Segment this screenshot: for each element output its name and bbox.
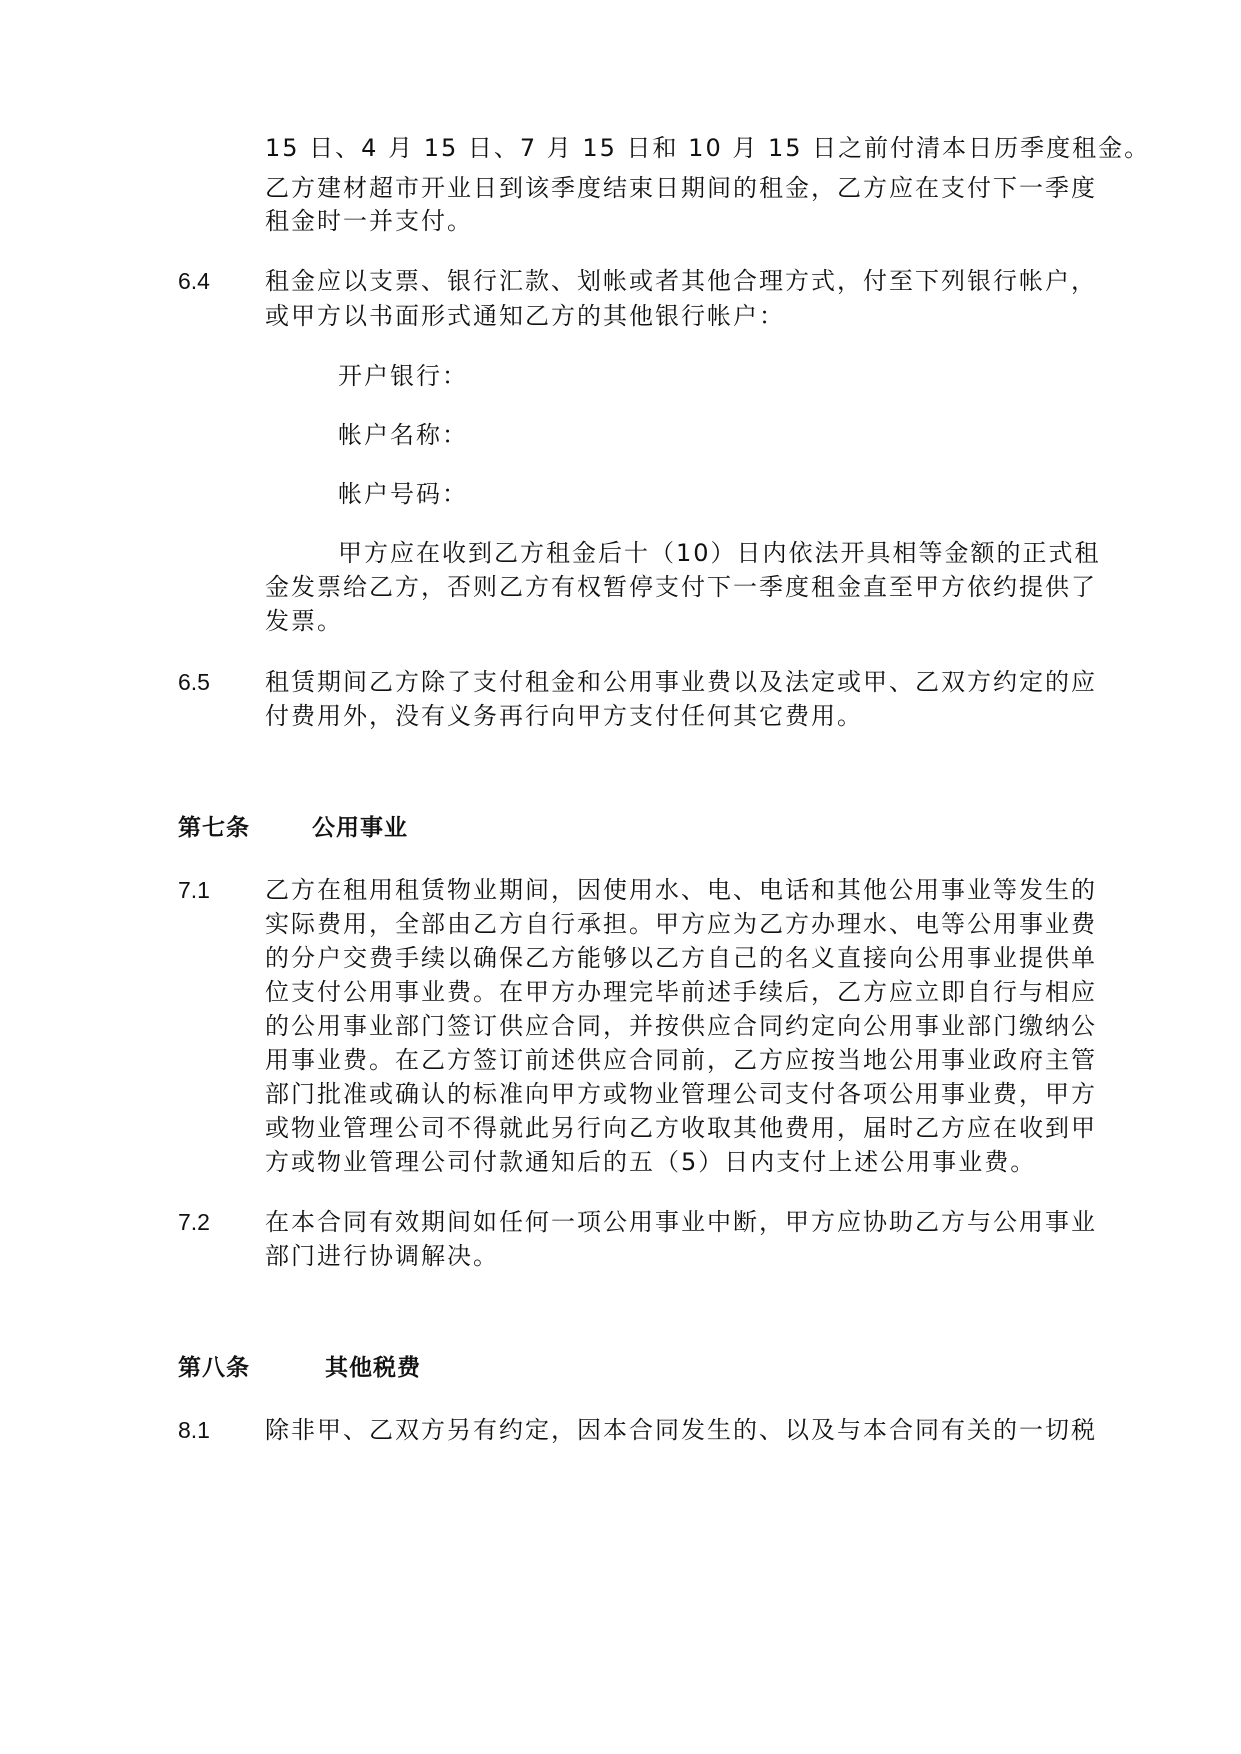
clause-number-6-5: 6.5 bbox=[178, 669, 210, 695]
clause-7-1-line: 部门批准或确认的标准向甲方或物业管理公司支付各项公用事业费，甲方 bbox=[265, 1080, 1097, 1108]
clause-7-1-line: 用事业费。在乙方签订前述供应合同前，乙方应按当地公用事业政府主管 bbox=[265, 1046, 1097, 1074]
clause-6-5-line: 付费用外，没有义务再行向甲方支付任何其它费用。 bbox=[265, 702, 863, 730]
invoice-line: 甲方应在收到乙方租金后十（10）日内依法开具相等金额的正式租 bbox=[338, 539, 1101, 567]
article-8-label: 第八条 bbox=[178, 1355, 250, 1381]
invoice-line: 发票。 bbox=[265, 607, 343, 635]
clause-7-1-line: 的分户交费手续以确保乙方能够以乙方自己的名义直接向公用事业提供单 bbox=[265, 944, 1097, 972]
intro-line: 乙方建材超市开业日到该季度结束日期间的租金，乙方应在支付下一季度 bbox=[265, 174, 1097, 202]
clause-8-1-line: 除非甲、乙双方另有约定，因本合同发生的、以及与本合同有关的一切税 bbox=[265, 1416, 1097, 1444]
clause-7-1-line: 位支付公用事业费。在甲方办理完毕前述手续后，乙方应立即自行与相应 bbox=[265, 978, 1097, 1006]
clause-6-4-line: 或甲方以书面形式通知乙方的其他银行帐户： bbox=[265, 302, 785, 330]
clause-7-1-line: 的公用事业部门签订供应合同，并按供应合同约定向公用事业部门缴纳公 bbox=[265, 1012, 1097, 1040]
clause-number-7-2: 7.2 bbox=[178, 1209, 210, 1235]
bank-field-bank: 开户银行： bbox=[338, 362, 468, 390]
intro-line: 15 日、4 月 15 日、7 月 15 日和 10 月 15 日之前付清本日历季度租金。 bbox=[265, 134, 1151, 162]
clause-number-8-1: 8.1 bbox=[178, 1417, 210, 1443]
bank-field-account-number: 帐户号码： bbox=[338, 480, 468, 508]
invoice-line: 金发票给乙方，否则乙方有权暂停支付下一季度租金直至甲方依约提供了 bbox=[265, 573, 1097, 601]
article-7-title: 公用事业 bbox=[312, 815, 408, 841]
article-7-label: 第七条 bbox=[178, 815, 250, 841]
clause-7-1-line: 方或物业管理公司付款通知后的五（5）日内支付上述公用事业费。 bbox=[265, 1148, 1037, 1176]
clause-7-1-line: 或物业管理公司不得就此另行向乙方收取其他费用，届时乙方应在收到甲 bbox=[265, 1114, 1097, 1142]
clause-number-7-1: 7.1 bbox=[178, 877, 210, 903]
clause-7-1-line: 实际费用，全部由乙方自行承担。甲方应为乙方办理水、电等公用事业费 bbox=[265, 910, 1097, 938]
article-8-title: 其他税费 bbox=[325, 1355, 421, 1381]
clause-number-6-4: 6.4 bbox=[178, 268, 210, 294]
clause-7-2-line: 在本合同有效期间如任何一项公用事业中断，甲方应协助乙方与公用事业 bbox=[265, 1208, 1097, 1236]
intro-line: 租金时一并支付。 bbox=[265, 207, 473, 235]
bank-field-account-name: 帐户名称： bbox=[338, 421, 468, 449]
clause-7-2-line: 部门进行协调解决。 bbox=[265, 1242, 499, 1270]
clause-6-5-line: 租赁期间乙方除了支付租金和公用事业费以及法定或甲、乙双方约定的应 bbox=[265, 668, 1097, 696]
clause-6-4-line: 租金应以支票、银行汇款、划帐或者其他合理方式，付至下列银行帐户， bbox=[265, 267, 1097, 295]
clause-7-1-line: 乙方在租用租赁物业期间，因使用水、电、电话和其他公用事业等发生的 bbox=[265, 876, 1097, 904]
